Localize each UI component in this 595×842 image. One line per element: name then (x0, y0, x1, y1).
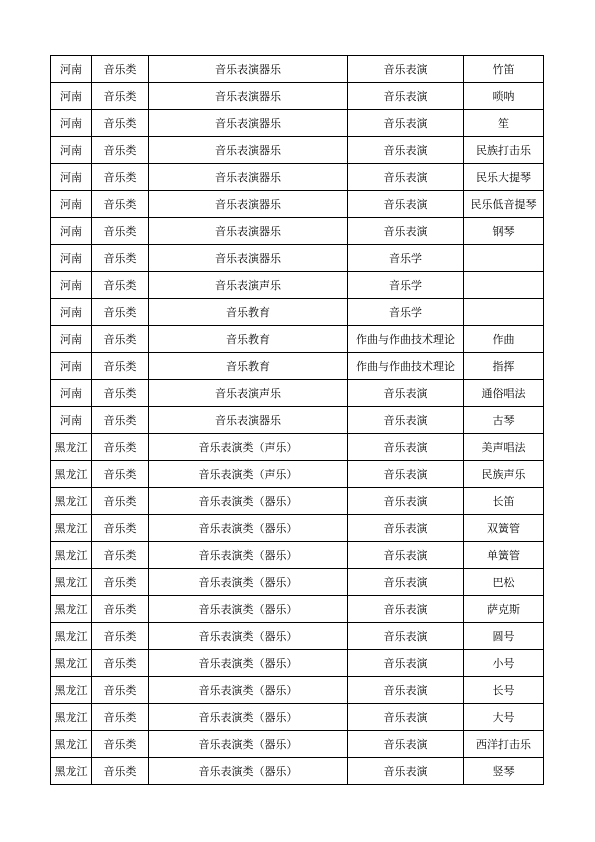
table-row (51, 542, 544, 569)
direction-cell: 民族打击乐 (464, 137, 544, 164)
category-cell: 音乐类 (92, 326, 149, 353)
direction-cell: 竹笛 (464, 56, 544, 83)
province-cell: 黑龙江 (51, 704, 92, 731)
direction-cell: 竖琴 (464, 758, 544, 785)
direction-cell: 长号 (464, 677, 544, 704)
major-cell: 音乐学 (348, 299, 464, 326)
direction-cell: 长笛 (464, 488, 544, 515)
major-cell: 音乐表演 (348, 758, 464, 785)
exam-subject-cell: 音乐表演器乐 (149, 191, 348, 218)
direction-cell: 笙 (464, 110, 544, 137)
table-row (51, 461, 544, 488)
direction-cell: 巴松 (464, 569, 544, 596)
major-cell: 音乐表演 (348, 434, 464, 461)
category-cell: 音乐类 (92, 542, 149, 569)
direction-cell: 双簧管 (464, 515, 544, 542)
major-cell: 音乐表演 (348, 731, 464, 758)
province-cell: 黑龙江 (51, 731, 92, 758)
province-cell: 河南 (51, 56, 92, 83)
major-cell: 音乐表演 (348, 596, 464, 623)
province-cell: 河南 (51, 218, 92, 245)
category-cell: 音乐类 (92, 272, 149, 299)
direction-cell (464, 272, 544, 299)
table-row (51, 380, 544, 407)
category-cell: 音乐类 (92, 245, 149, 272)
table-row (51, 515, 544, 542)
direction-cell: 通俗唱法 (464, 380, 544, 407)
table-row (51, 164, 544, 191)
exam-subject-cell: 音乐表演类（器乐） (149, 542, 348, 569)
province-cell: 黑龙江 (51, 515, 92, 542)
major-cell: 音乐表演 (348, 623, 464, 650)
direction-cell: 萨克斯 (464, 596, 544, 623)
table-row (51, 407, 544, 434)
direction-cell: 民乐低音提琴 (464, 191, 544, 218)
category-cell: 音乐类 (92, 677, 149, 704)
table-row (51, 758, 544, 785)
table-body (51, 56, 544, 785)
table-row (51, 731, 544, 758)
direction-cell: 美声唱法 (464, 434, 544, 461)
table-row (51, 245, 544, 272)
exam-subject-cell: 音乐表演类（器乐） (149, 569, 348, 596)
exam-subject-cell: 音乐教育 (149, 353, 348, 380)
exam-subject-cell: 音乐表演器乐 (149, 137, 348, 164)
category-cell: 音乐类 (92, 650, 149, 677)
province-cell: 河南 (51, 137, 92, 164)
major-cell: 音乐表演 (348, 380, 464, 407)
category-cell: 音乐类 (92, 380, 149, 407)
exam-subject-cell: 音乐表演类（器乐） (149, 677, 348, 704)
table-row (51, 83, 544, 110)
direction-cell: 大号 (464, 704, 544, 731)
major-cell: 音乐表演 (348, 515, 464, 542)
major-cell: 音乐表演 (348, 110, 464, 137)
exam-subject-cell: 音乐表演器乐 (149, 56, 348, 83)
province-cell: 黑龙江 (51, 488, 92, 515)
table-row (51, 434, 544, 461)
enrollment-table (50, 55, 544, 785)
table-row (51, 110, 544, 137)
table-row (51, 191, 544, 218)
major-cell: 音乐表演 (348, 164, 464, 191)
exam-subject-cell: 音乐表演类（器乐） (149, 704, 348, 731)
table-row (51, 704, 544, 731)
exam-subject-cell: 音乐表演器乐 (149, 218, 348, 245)
category-cell: 音乐类 (92, 623, 149, 650)
major-cell: 音乐表演 (348, 218, 464, 245)
exam-subject-cell: 音乐表演器乐 (149, 110, 348, 137)
exam-subject-cell: 音乐表演器乐 (149, 164, 348, 191)
province-cell: 黑龙江 (51, 434, 92, 461)
major-cell: 作曲与作曲技术理论 (348, 326, 464, 353)
province-cell: 河南 (51, 272, 92, 299)
table-row (51, 650, 544, 677)
province-cell: 河南 (51, 164, 92, 191)
direction-cell: 民族声乐 (464, 461, 544, 488)
province-cell: 黑龙江 (51, 623, 92, 650)
major-cell: 音乐表演 (348, 569, 464, 596)
direction-cell: 古琴 (464, 407, 544, 434)
exam-subject-cell: 音乐表演类（声乐） (149, 461, 348, 488)
direction-cell: 唢呐 (464, 83, 544, 110)
major-cell: 音乐表演 (348, 137, 464, 164)
exam-subject-cell: 音乐表演类（器乐） (149, 515, 348, 542)
category-cell: 音乐类 (92, 758, 149, 785)
table-row (51, 677, 544, 704)
exam-subject-cell: 音乐表演器乐 (149, 245, 348, 272)
direction-cell: 圆号 (464, 623, 544, 650)
category-cell: 音乐类 (92, 731, 149, 758)
province-cell: 黑龙江 (51, 650, 92, 677)
category-cell: 音乐类 (92, 515, 149, 542)
table-row (51, 353, 544, 380)
exam-subject-cell: 音乐表演类（器乐） (149, 623, 348, 650)
major-cell: 音乐学 (348, 272, 464, 299)
table-row (51, 56, 544, 83)
province-cell: 河南 (51, 110, 92, 137)
table-row (51, 569, 544, 596)
direction-cell: 民乐大提琴 (464, 164, 544, 191)
category-cell: 音乐类 (92, 353, 149, 380)
exam-subject-cell: 音乐表演类（器乐） (149, 650, 348, 677)
table-row (51, 326, 544, 353)
category-cell: 音乐类 (92, 164, 149, 191)
exam-subject-cell: 音乐教育 (149, 326, 348, 353)
category-cell: 音乐类 (92, 407, 149, 434)
major-cell: 音乐表演 (348, 83, 464, 110)
major-cell: 音乐表演 (348, 677, 464, 704)
category-cell: 音乐类 (92, 191, 149, 218)
exam-subject-cell: 音乐表演声乐 (149, 380, 348, 407)
major-cell: 音乐学 (348, 245, 464, 272)
exam-subject-cell: 音乐教育 (149, 299, 348, 326)
category-cell: 音乐类 (92, 434, 149, 461)
major-cell: 音乐表演 (348, 461, 464, 488)
table-row (51, 272, 544, 299)
major-cell: 音乐表演 (348, 56, 464, 83)
province-cell: 河南 (51, 326, 92, 353)
province-cell: 河南 (51, 245, 92, 272)
direction-cell: 钢琴 (464, 218, 544, 245)
province-cell: 黑龙江 (51, 596, 92, 623)
province-cell: 河南 (51, 353, 92, 380)
province-cell: 河南 (51, 407, 92, 434)
table-row (51, 137, 544, 164)
province-cell: 黑龙江 (51, 542, 92, 569)
table-row (51, 623, 544, 650)
direction-cell: 作曲 (464, 326, 544, 353)
province-cell: 河南 (51, 299, 92, 326)
province-cell: 河南 (51, 191, 92, 218)
exam-subject-cell: 音乐表演器乐 (149, 83, 348, 110)
major-cell: 音乐表演 (348, 650, 464, 677)
category-cell: 音乐类 (92, 299, 149, 326)
category-cell: 音乐类 (92, 569, 149, 596)
major-cell: 音乐表演 (348, 488, 464, 515)
major-cell: 音乐表演 (348, 407, 464, 434)
table-row (51, 218, 544, 245)
province-cell: 黑龙江 (51, 758, 92, 785)
category-cell: 音乐类 (92, 218, 149, 245)
exam-subject-cell: 音乐表演类（器乐） (149, 596, 348, 623)
exam-subject-cell: 音乐表演类（器乐） (149, 758, 348, 785)
exam-subject-cell: 音乐表演器乐 (149, 407, 348, 434)
exam-subject-cell: 音乐表演类（器乐） (149, 731, 348, 758)
province-cell: 黑龙江 (51, 461, 92, 488)
table-row (51, 488, 544, 515)
province-cell: 黑龙江 (51, 569, 92, 596)
direction-cell: 西洋打击乐 (464, 731, 544, 758)
category-cell: 音乐类 (92, 137, 149, 164)
major-cell: 音乐表演 (348, 191, 464, 218)
direction-cell (464, 245, 544, 272)
category-cell: 音乐类 (92, 110, 149, 137)
exam-subject-cell: 音乐表演类（器乐） (149, 488, 348, 515)
category-cell: 音乐类 (92, 83, 149, 110)
province-cell: 河南 (51, 83, 92, 110)
province-cell: 黑龙江 (51, 677, 92, 704)
table-row (51, 299, 544, 326)
exam-subject-cell: 音乐表演类（声乐） (149, 434, 348, 461)
direction-cell: 小号 (464, 650, 544, 677)
major-cell: 作曲与作曲技术理论 (348, 353, 464, 380)
category-cell: 音乐类 (92, 461, 149, 488)
exam-subject-cell: 音乐表演声乐 (149, 272, 348, 299)
category-cell: 音乐类 (92, 704, 149, 731)
category-cell: 音乐类 (92, 596, 149, 623)
direction-cell: 指挥 (464, 353, 544, 380)
major-cell: 音乐表演 (348, 704, 464, 731)
direction-cell (464, 299, 544, 326)
category-cell: 音乐类 (92, 56, 149, 83)
table-row (51, 596, 544, 623)
direction-cell: 单簧管 (464, 542, 544, 569)
major-cell: 音乐表演 (348, 542, 464, 569)
province-cell: 河南 (51, 380, 92, 407)
category-cell: 音乐类 (92, 488, 149, 515)
